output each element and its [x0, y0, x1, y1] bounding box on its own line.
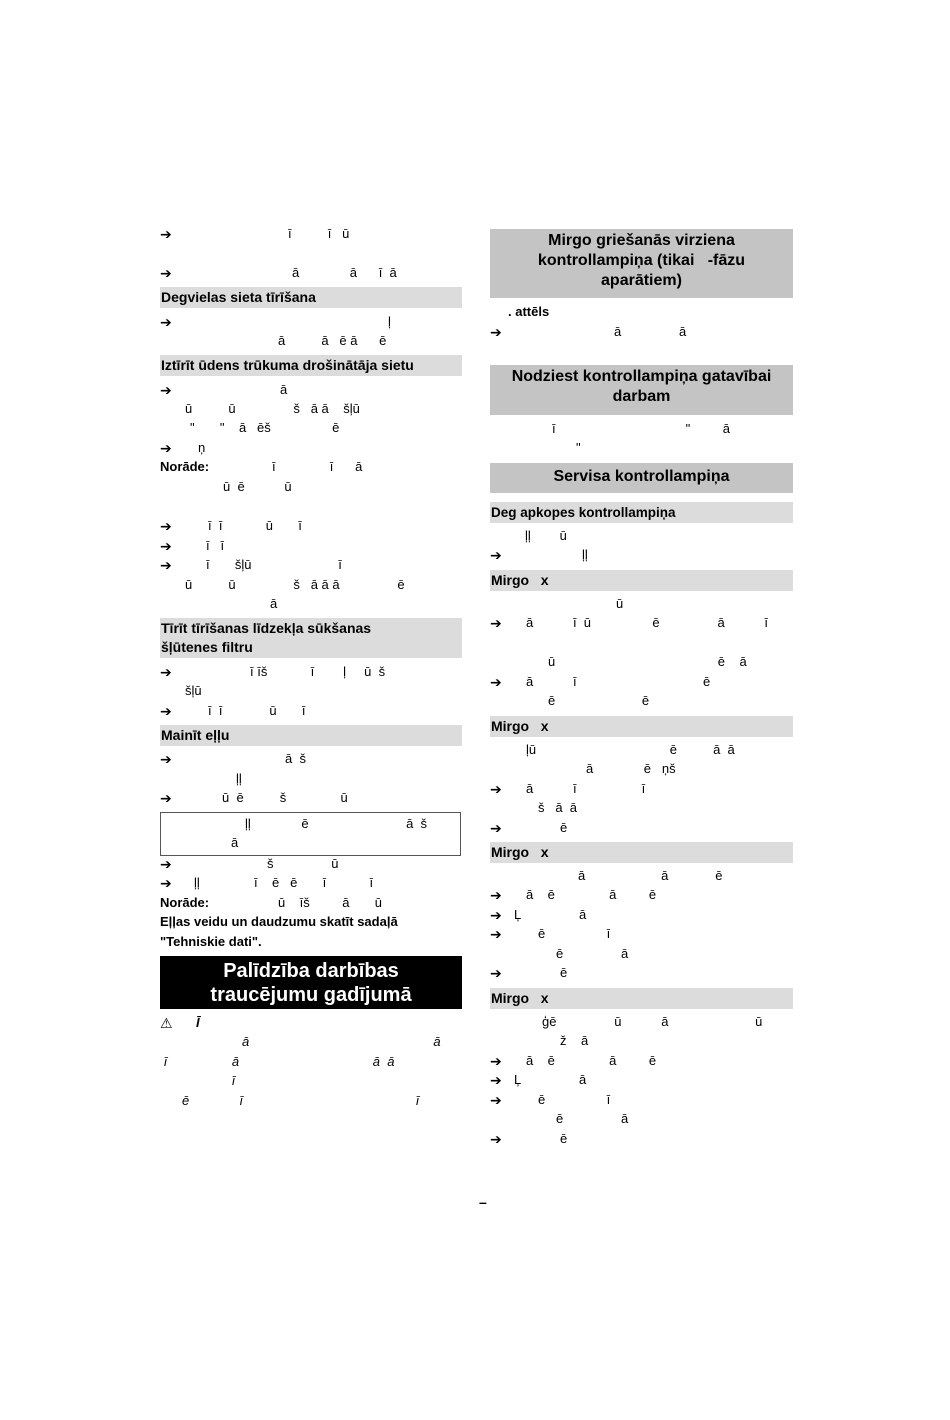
text-line: ū ē ū: [223, 479, 292, 494]
text-line: ū ū š ā ā ā ē: [185, 577, 405, 592]
text-line: ī ī ā: [272, 459, 363, 474]
text-line: š ā ā: [538, 800, 578, 815]
note-label: Norāde:: [160, 895, 210, 910]
text-line: ē: [560, 965, 568, 980]
bullet-arrow: ➔: [490, 1092, 502, 1108]
text-line: ā ī ū ē ā ī: [526, 615, 769, 630]
bullet-arrow: ➔: [160, 557, 172, 573]
text-line: ā ī ē: [526, 674, 711, 689]
text-line: ļļ ū: [525, 528, 567, 543]
section-heading-detergent-filter: Tīrīt tīrīšanas līdzekļa sūkšanas šļūtenes filtru: [160, 618, 462, 658]
section-heading-fuel-sieve: Degvielas sieta tīrīšana: [160, 287, 462, 308]
text-line: ā ē ā ē: [526, 1053, 657, 1068]
text-line: ē ā: [556, 946, 629, 961]
bullet-arrow: ➔: [490, 907, 502, 923]
text-line: ī ī ū ī: [208, 518, 302, 533]
bullet-arrow: ➔: [160, 314, 172, 330]
text-line: ņ: [198, 440, 206, 455]
text-line: ē ī: [538, 1092, 611, 1107]
text-line: Ļ ā: [514, 1072, 587, 1087]
bullet-arrow: ➔: [490, 820, 502, 836]
text-line: ē ā: [556, 1111, 629, 1126]
bullet-arrow: ➔: [160, 856, 172, 872]
note-label: Norāde:: [160, 459, 210, 474]
text-line: ū: [616, 596, 624, 611]
text-line: ž ā: [560, 1033, 589, 1048]
text-line: " " ā ēš ē: [190, 420, 340, 435]
text-line: šļū: [185, 683, 202, 698]
bullet-arrow: ➔: [160, 703, 172, 719]
bullet-arrow: ➔: [160, 265, 172, 281]
heading-ready-indicator: Nodziest kontrollampiņa gatavībai darbam: [490, 365, 793, 415]
text-line: ē ī: [538, 926, 611, 941]
text-line: ī: [232, 1073, 235, 1088]
bullet-arrow: ➔: [490, 887, 502, 903]
text-line: ģē ū ā ū: [542, 1014, 763, 1029]
bullet-arrow: ➔: [490, 1131, 502, 1147]
oil-spec-reference: Eļļas veidu un daudzumu skatīt sadaļā: [160, 914, 398, 929]
text-line: ī ī ū: [288, 226, 350, 241]
subheading-blink-code: Mirgo x: [490, 988, 793, 1009]
bullet-arrow: ➔: [160, 875, 172, 891]
text-line: ā: [231, 835, 239, 850]
text-line: ī ī: [206, 538, 225, 553]
bullet-arrow: ➔: [160, 382, 172, 398]
figure-reference: . attēls: [508, 304, 550, 319]
text-line: ā ā ī ā: [292, 265, 397, 280]
section-heading-water-sieve: Iztīrīt ūdens trūkuma drošinātāja sietu: [160, 355, 462, 376]
section-heading-change-oil: Mainīt eļļu: [160, 725, 462, 746]
text-line: ē ī ī: [182, 1093, 419, 1108]
text-line: ī īš ī ļ ū š: [250, 664, 386, 679]
text-line: ē: [560, 1131, 568, 1146]
bullet-arrow: ➔: [490, 781, 502, 797]
subheading-blink-code: Mirgo x: [490, 570, 793, 591]
bullet-arrow: ➔: [160, 538, 172, 554]
subheading-blink-code: Mirgo x: [490, 842, 793, 863]
text-line: ī " ā: [552, 421, 730, 436]
warning-label: Ī: [196, 1015, 200, 1030]
text-line: ā ā ē: [578, 868, 723, 883]
text-line: ļū ē ā ā: [526, 742, 735, 757]
bullet-arrow: ➔: [160, 751, 172, 767]
bullet-arrow: ➔: [490, 926, 502, 942]
oil-spec-reference: "Tehniskie dati".: [160, 934, 262, 949]
page-number: –: [479, 1194, 487, 1210]
text-line: ļļ: [582, 547, 588, 562]
text-line: ā ā: [614, 324, 687, 339]
text-line: ļļ ē ā š: [245, 816, 428, 831]
text-line: ū īš ā ū: [278, 895, 383, 910]
bullet-arrow: ➔: [490, 674, 502, 690]
heading-rotation-indicator: Mirgo griešanās virziena kontrollampiņa (tikai -fāzu aparātiem): [490, 229, 793, 298]
bullet-arrow: ➔: [160, 440, 172, 456]
bullet-arrow: ➔: [160, 226, 172, 242]
text-line: ā ē ņš: [586, 761, 676, 776]
bullet-arrow: ➔: [160, 518, 172, 534]
subheading-blink-code: Mirgo x: [490, 716, 793, 737]
bullet-arrow: ➔: [490, 1053, 502, 1069]
text-line: Ļ ā: [514, 907, 587, 922]
chapter-heading-troubleshooting: Palīdzība darbības traucējumu gadījumā: [160, 956, 462, 1009]
text-line: ā ē ā ē: [526, 887, 657, 902]
text-line: ļ: [388, 314, 391, 329]
attention-box: [160, 812, 461, 856]
text-line: š ū: [267, 856, 339, 871]
text-line: ā: [270, 596, 278, 611]
bullet-arrow: ➔: [490, 324, 502, 340]
bullet-arrow: ➔: [160, 790, 172, 806]
text-line: ē ē: [548, 693, 650, 708]
text-line: ī ī ū ī: [208, 703, 306, 718]
text-line: ū ū š ā ā šļū: [185, 401, 360, 416]
text-line: ī šļū ī: [206, 557, 342, 572]
text-line: ļļ: [236, 771, 242, 786]
text-line: ā ī ī: [526, 781, 646, 796]
text-line: ū ē ā: [548, 654, 747, 669]
text-line: ē: [560, 820, 568, 835]
bullet-arrow: ➔: [490, 615, 502, 631]
text-line: ": [576, 440, 581, 455]
text-line: ā š: [285, 751, 306, 766]
text-line: ū ē š ū: [222, 790, 348, 805]
bullet-arrow: ➔: [160, 664, 172, 680]
subheading-service-lamp-on: Deg apkopes kontrollampiņa: [490, 502, 793, 523]
text-line: ā: [280, 382, 288, 397]
warning-icon: ⚠: [160, 1015, 173, 1031]
bullet-arrow: ➔: [490, 965, 502, 981]
text-line: ļļ ī ē ē ī ī: [194, 875, 374, 890]
text-line: ī ā ā ā: [164, 1054, 395, 1069]
bullet-arrow: ➔: [490, 547, 502, 563]
heading-service-indicator: Servisa kontrollampiņa: [490, 463, 793, 493]
text-line: ā ā ē ā ē: [278, 333, 387, 348]
bullet-arrow: ➔: [490, 1072, 502, 1088]
text-line: ā ā: [242, 1034, 441, 1049]
